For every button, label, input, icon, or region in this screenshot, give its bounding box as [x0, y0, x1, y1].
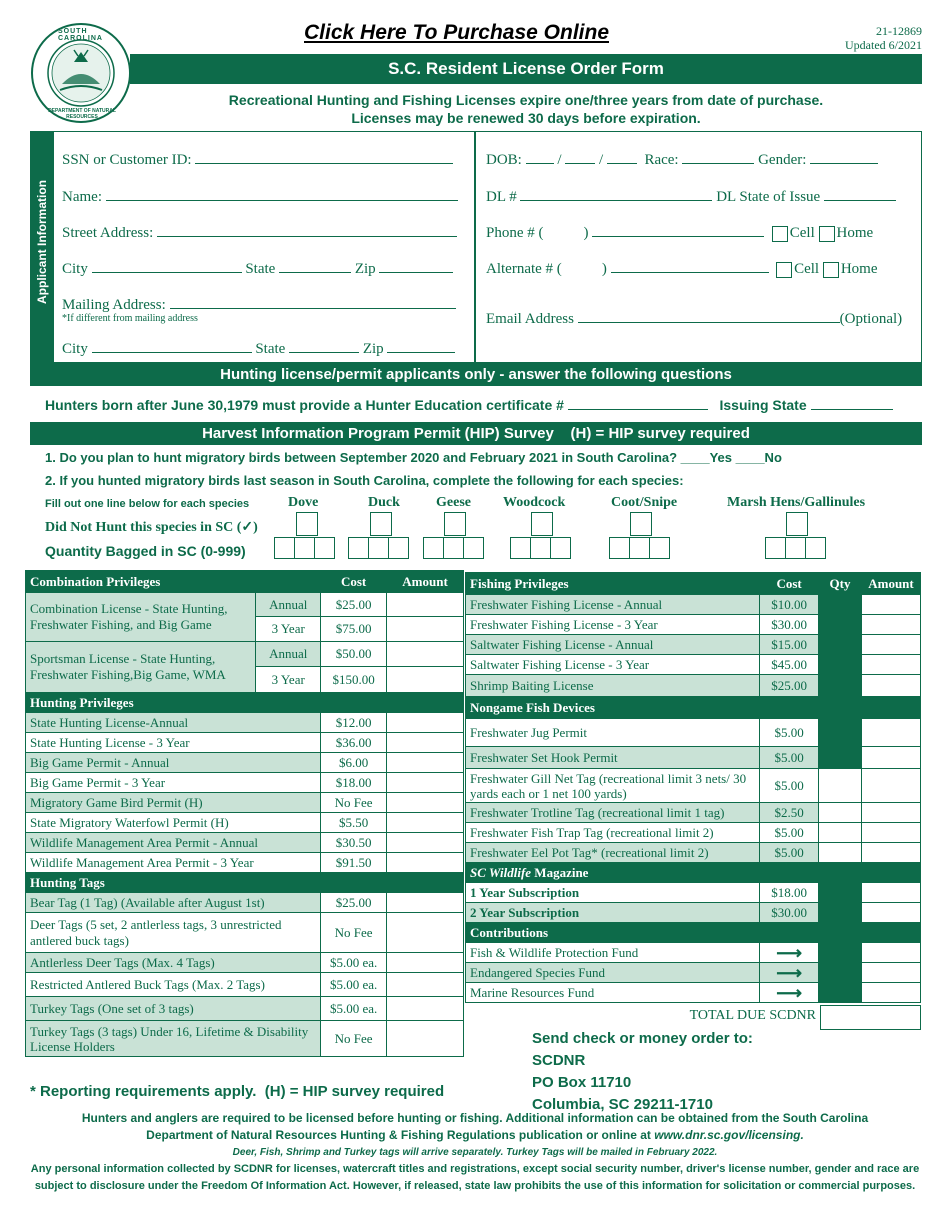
- dl-state-line[interactable]: [824, 187, 896, 201]
- woodcock-not-hunted-box[interactable]: [531, 512, 553, 536]
- magazine-label: 2 Year Subscription: [466, 903, 760, 923]
- nongame-amount[interactable]: [862, 719, 921, 747]
- hunting-amount[interactable]: [387, 793, 464, 813]
- fishing-header-row: [466, 573, 921, 595]
- nongame-cost: $5.00: [760, 769, 819, 803]
- tag-label: Restricted Antlered Buck Tags (Max. 2 Tags): [26, 973, 321, 997]
- tag-amount[interactable]: [387, 973, 464, 997]
- combo1-annual-amount[interactable]: [387, 593, 464, 617]
- hunter-ed-label: Hunters born after June 30,1979 must provide a Hunter Education certificate #: [45, 397, 564, 413]
- email-line[interactable]: [578, 309, 840, 323]
- gender-line[interactable]: [810, 150, 878, 164]
- ssn-line[interactable]: [195, 150, 453, 164]
- fishing-amount[interactable]: [862, 595, 921, 615]
- nongame-row: [466, 769, 921, 803]
- zip2-label: Zip: [362, 341, 384, 357]
- mailing-field[interactable]: [62, 295, 456, 314]
- coot-not-hunted-box[interactable]: [630, 512, 652, 536]
- hunting-label: Migratory Game Bird Permit (H): [26, 793, 321, 813]
- phone-field[interactable]: [486, 223, 873, 242]
- magazine-amount[interactable]: [862, 903, 921, 923]
- tag-label: Deer Tags (5 set, 2 antlerless tags, 3 unrestricted antlered buck tags): [26, 913, 321, 953]
- magazine-cost: $30.00: [760, 903, 819, 923]
- mail-to-line1: Send check or money order to:: [532, 1030, 753, 1047]
- alt-home-label: Home: [840, 261, 878, 277]
- duck-quantity[interactable]: [349, 537, 409, 559]
- dob-year[interactable]: [607, 150, 637, 164]
- tag-row: [26, 953, 464, 973]
- dove-not-hunted-box[interactable]: [296, 512, 318, 536]
- foia-line2: subject to disclosure under the Freedom Of Information Act. However, if released, state law prohibits the use of this information for solicitation or commercial purposes.: [34, 1180, 916, 1192]
- magazine-amount[interactable]: [862, 883, 921, 903]
- combo2-annual-amount[interactable]: [387, 642, 464, 667]
- tag-cost: $5.00 ea.: [321, 973, 387, 997]
- contrib-row: [466, 963, 921, 983]
- nongame-label: Freshwater Eel Pot Tag* (recreational limit 2): [466, 843, 760, 863]
- email-field[interactable]: [486, 309, 902, 328]
- hunting-cost: $5.50: [321, 813, 387, 833]
- state-line[interactable]: [279, 259, 351, 273]
- alternate-label: Alternate # (: [486, 261, 562, 277]
- hunting-amount[interactable]: [387, 753, 464, 773]
- hunting-amount[interactable]: [387, 833, 464, 853]
- fishing-row: [466, 595, 921, 615]
- nongame-amount[interactable]: [862, 823, 921, 843]
- alt-cell-label: Cell: [794, 261, 820, 277]
- dob-race-gender[interactable]: [486, 150, 878, 169]
- fishing-cost: $30.00: [760, 615, 819, 635]
- combo2-label: Sportsman License - State Hunting, Freshwater Fishing,Big Game, WMA: [26, 642, 256, 693]
- seal-text-bottom: DEPARTMENT OF NATURAL RESOURCES: [48, 108, 116, 120]
- hunting-row: [26, 753, 464, 773]
- combo2-annual: Annual: [256, 642, 321, 667]
- licensed-line2-text: Department of Natural Resources Hunting & Fishing Regulations publication or online at: [146, 1128, 655, 1142]
- hunting-label: Big Game Permit - Annual: [26, 753, 321, 773]
- form-number: 21-12869: [876, 24, 922, 38]
- phone-cell-checkbox[interactable]: [772, 226, 788, 242]
- dove-quantity[interactable]: [275, 537, 335, 559]
- tag-cost: $25.00: [321, 893, 387, 913]
- arrow-right-icon: ⟶: [760, 983, 819, 1003]
- fishing-amount[interactable]: [862, 675, 921, 697]
- woodcock-quantity[interactable]: [511, 537, 571, 559]
- fishing-cost: $15.00: [760, 635, 819, 655]
- hip-did-not-hunt: Did Not Hunt this species in SC (✓): [45, 520, 258, 535]
- nongame-label: Freshwater Gill Net Tag (recreational limit 3 nets/ 30 yards each or 1 net 100 yards): [466, 769, 760, 803]
- nongame-row: [466, 843, 921, 863]
- mailing-label: Mailing Address:: [62, 297, 166, 313]
- combo1-annual-cost: $25.00: [321, 593, 387, 617]
- hunting-label: State Hunting License-Annual: [26, 713, 321, 733]
- tags-header: Hunting Tags: [26, 873, 321, 893]
- arrow-right-icon: ⟶: [760, 963, 819, 983]
- tag-cost: $5.00 ea.: [321, 997, 387, 1021]
- licensed-line1: Hunters and anglers are required to be licensed before hunting or fishing. Additional information can be obtained from the South Carolina: [81, 1111, 869, 1125]
- zip-line[interactable]: [379, 259, 453, 273]
- nongame-label: Freshwater Jug Permit: [466, 719, 760, 747]
- contrib-row: [466, 943, 921, 963]
- dob-day[interactable]: [565, 150, 595, 164]
- alt-cell-checkbox[interactable]: [776, 262, 792, 278]
- contrib-amount[interactable]: [862, 943, 921, 963]
- hunting-label: Wildlife Management Area Permit - Annual: [26, 833, 321, 853]
- magazine-row: [466, 903, 921, 923]
- combo1-annual-row: [26, 593, 464, 617]
- alt-home-checkbox[interactable]: [823, 262, 839, 278]
- hunting-row: [26, 733, 464, 753]
- applicant-divider: [474, 131, 476, 363]
- phone-home-checkbox[interactable]: [819, 226, 835, 242]
- magazine-header-row: [466, 863, 921, 883]
- right-price-table: [465, 572, 921, 1003]
- tag-row: [26, 973, 464, 997]
- tags-header-row: [26, 873, 464, 893]
- hunting-row: [26, 853, 464, 873]
- expiry-notice-line1: Recreational Hunting and Fishing Licenses expire one/three years from date of purchase.: [228, 92, 824, 108]
- hunting-label: Wildlife Management Area Permit - 3 Year: [26, 853, 321, 873]
- state2-label: State: [255, 341, 286, 357]
- nongame-label: Freshwater Trotline Tag (recreational limit 1 tag): [466, 803, 760, 823]
- nongame-amount[interactable]: [862, 803, 921, 823]
- reporting-note: * Reporting requirements apply. (H) = HIP survey required: [30, 1083, 445, 1100]
- name-label: Name:: [62, 189, 102, 205]
- expiry-notice-line2: Licenses may be renewed 30 days before expiration.: [351, 110, 701, 126]
- city2-line[interactable]: [92, 339, 252, 353]
- purchase-online-link[interactable]: Click Here To Purchase Online: [304, 21, 609, 44]
- hunting-amount[interactable]: [387, 813, 464, 833]
- race-line[interactable]: [682, 150, 754, 164]
- name-field[interactable]: [62, 187, 458, 206]
- hunting-cost: No Fee: [321, 793, 387, 813]
- species-geese: Geese: [436, 495, 471, 510]
- form-title-bar: [130, 54, 922, 84]
- tag-label: Turkey Tags (3 tags) Under 16, Lifetime & Disability License Holders: [26, 1021, 321, 1057]
- fishing-row: [466, 635, 921, 655]
- alternate-field[interactable]: [486, 259, 877, 278]
- nongame-amount[interactable]: [862, 747, 921, 769]
- alternate-line[interactable]: [611, 259, 769, 273]
- geese-quantity[interactable]: [424, 537, 484, 559]
- hunting-cost: $91.50: [321, 853, 387, 873]
- magazine-label: 1 Year Subscription: [466, 883, 760, 903]
- city-state-zip-2[interactable]: [62, 339, 455, 358]
- combo-amount-header: Amount: [387, 571, 464, 593]
- applicant-side-bar: [30, 131, 54, 363]
- nongame-amount[interactable]: [862, 769, 921, 803]
- fishing-amount[interactable]: [862, 655, 921, 675]
- tag-row: [26, 997, 464, 1021]
- zip2-line[interactable]: [387, 339, 455, 353]
- licensed-line2: [20, 1127, 930, 1144]
- left-price-table: [25, 570, 464, 1057]
- state2-line[interactable]: [289, 339, 359, 353]
- nongame-amount[interactable]: [862, 843, 921, 863]
- tag-cost: No Fee: [321, 1021, 387, 1057]
- nongame-cost: $5.00: [760, 747, 819, 769]
- combo-header: Combination Privileges: [26, 571, 321, 593]
- tag-label: Bear Tag (1 Tag) (Available after August 1st): [26, 893, 321, 913]
- fishing-row: [466, 675, 921, 697]
- fishing-amount[interactable]: [862, 615, 921, 635]
- combo2-3yr-cost: $150.00: [321, 667, 387, 693]
- ssn-label: SSN or Customer ID:: [62, 152, 192, 168]
- mail-to-block: [532, 1028, 753, 1116]
- species-woodcock: Woodcock: [503, 495, 566, 510]
- coot-quantity[interactable]: [610, 537, 670, 559]
- nongame-row: [466, 719, 921, 747]
- mailing-note: *If different from mailing address: [62, 313, 198, 324]
- hunting-bar-text: Hunting license/permit applicants only - answer the following questions: [220, 366, 732, 383]
- nongame-header: Nongame Fish Devices: [466, 697, 760, 719]
- hunter-ed-line[interactable]: [568, 396, 708, 410]
- hunting-cost: $18.00: [321, 773, 387, 793]
- fishing-label: Shrimp Baiting License: [466, 675, 760, 697]
- species-marsh-hens: Marsh Hens/Gallinules: [727, 495, 866, 510]
- applicant-side-label: Applicant Information: [35, 180, 49, 304]
- mail-to-line3: PO Box 11710: [532, 1074, 632, 1091]
- email-label: Email Address: [486, 311, 574, 327]
- fishing-label: Saltwater Fishing License - Annual: [466, 635, 760, 655]
- combo1-3yr: 3 Year: [256, 617, 321, 642]
- fishing-cost: $45.00: [760, 655, 819, 675]
- fishing-header: Fishing Privileges: [466, 573, 760, 595]
- street-label: Street Address:: [62, 225, 154, 241]
- street-field[interactable]: [62, 223, 457, 242]
- dl-line[interactable]: [520, 187, 712, 201]
- nongame-header-row: [466, 697, 921, 719]
- fishing-cost: $10.00: [760, 595, 819, 615]
- species-coot-snipe: Coot/Snipe: [611, 495, 678, 510]
- contrib-header: Contributions: [466, 923, 760, 943]
- zip-label: Zip: [354, 261, 376, 277]
- contrib-amount[interactable]: [862, 963, 921, 983]
- dob-slash-1: /: [557, 152, 562, 168]
- contrib-label: Marine Resources Fund: [466, 983, 760, 1003]
- hip-bar: [30, 422, 922, 445]
- magazine-suffix: Magazine: [531, 864, 589, 880]
- tag-amount[interactable]: [387, 913, 464, 953]
- combo2-3yr: 3 Year: [256, 667, 321, 693]
- combo1-3yr-amount[interactable]: [387, 617, 464, 642]
- contrib-label: Endangered Species Fund: [466, 963, 760, 983]
- issuing-state-line[interactable]: [811, 396, 893, 410]
- tag-amount[interactable]: [387, 893, 464, 913]
- duck-not-hunted-box[interactable]: [370, 512, 392, 536]
- combo2-annual-cost: $50.00: [321, 642, 387, 667]
- tag-amount[interactable]: [387, 997, 464, 1021]
- footer-notice: [20, 1110, 930, 1195]
- tag-label: Antlerless Deer Tags (Max. 4 Tags): [26, 953, 321, 973]
- city-label: City: [62, 261, 88, 277]
- nongame-label: Freshwater Set Hook Permit: [466, 747, 760, 769]
- magazine-name: SC Wildlife: [470, 864, 532, 880]
- fishing-row: [466, 615, 921, 635]
- combo-cost-header: Cost: [321, 571, 387, 593]
- city-line[interactable]: [92, 259, 242, 273]
- species-dove: Dove: [288, 495, 319, 510]
- hunting-label: State Hunting License - 3 Year: [26, 733, 321, 753]
- foia-line1: Any personal information collected by SCDNR for licenses, watercraft titles and registrations, except social security number, driver's license number, gender and race are: [30, 1163, 920, 1175]
- phone-line[interactable]: [592, 223, 764, 237]
- hunting-cost: $6.00: [321, 753, 387, 773]
- fishing-amount[interactable]: [862, 635, 921, 655]
- fishing-row: [466, 655, 921, 675]
- hunting-amount[interactable]: [387, 773, 464, 793]
- dob-label: DOB:: [486, 152, 522, 168]
- hip-bar-text: Harvest Information Program Permit (HIP) Survey (H) = HIP survey required: [202, 425, 750, 442]
- hunting-row: [26, 713, 464, 733]
- hunting-amount[interactable]: [387, 713, 464, 733]
- hunting-amount[interactable]: [387, 853, 464, 873]
- dob-month[interactable]: [526, 150, 554, 164]
- email-optional: (Optional): [839, 311, 903, 327]
- tag-amount[interactable]: [387, 953, 464, 973]
- hunting-label: Big Game Permit - 3 Year: [26, 773, 321, 793]
- hip-q1: 1. Do you plan to hunt migratory birds between September 2020 and February 2021 in South Carolina? ____Yes ____No: [45, 450, 782, 465]
- city2-label: City: [62, 341, 88, 357]
- tag-amount[interactable]: [387, 1021, 464, 1057]
- phone-cell-label: Cell: [789, 225, 815, 241]
- hunting-row: [26, 793, 464, 813]
- updated-date: Updated 6/2021: [845, 38, 922, 52]
- state-label: State: [245, 261, 276, 277]
- form-title: S.C. Resident License Order Form: [388, 59, 664, 78]
- total-due-box[interactable]: [820, 1005, 921, 1030]
- gender-label: Gender:: [758, 152, 807, 168]
- species-duck: Duck: [368, 495, 400, 510]
- hunting-header-row: [26, 693, 464, 713]
- issuing-state-label: Issuing State: [719, 397, 807, 413]
- hunting-header: Hunting Privileges: [26, 693, 321, 713]
- tags-note: Deer, Fish, Shrimp and Turkey tags will arrive separately. Turkey Tags will be mailed in February 2022.: [232, 1147, 718, 1158]
- total-due-label: TOTAL DUE SCDNR: [689, 1008, 816, 1023]
- tag-row: [26, 1021, 464, 1057]
- combo1-label: Combination License - State Hunting, Freshwater Fishing, and Big Game: [26, 593, 256, 642]
- dl-field[interactable]: [486, 187, 896, 206]
- phone-home-label: Home: [836, 225, 874, 241]
- hip-quantity: Quantity Bagged in SC (0-999): [45, 543, 246, 559]
- nongame-cost: $5.00: [760, 843, 819, 863]
- tag-cost: $5.00 ea.: [321, 953, 387, 973]
- hunting-cost: $36.00: [321, 733, 387, 753]
- combo-header-row: [26, 571, 464, 593]
- dl-label: DL #: [486, 189, 517, 205]
- combo2-3yr-amount[interactable]: [387, 667, 464, 693]
- nongame-cost: $2.50: [760, 803, 819, 823]
- marsh-not-hunted-box[interactable]: [786, 512, 808, 536]
- hunting-row: [26, 773, 464, 793]
- tag-cost: No Fee: [321, 913, 387, 953]
- hunting-row: [26, 833, 464, 853]
- nongame-label: Freshwater Fish Trap Tag (recreational limit 2): [466, 823, 760, 843]
- contrib-label: Fish & Wildlife Protection Fund: [466, 943, 760, 963]
- contrib-header-row: [466, 923, 921, 943]
- nongame-cost: $5.00: [760, 823, 819, 843]
- phone-label: Phone # (: [486, 225, 544, 241]
- combo1-3yr-cost: $75.00: [321, 617, 387, 642]
- dl-state-label: DL State of Issue: [716, 189, 821, 205]
- contrib-row: [466, 983, 921, 1003]
- hunter-ed-row[interactable]: [45, 396, 893, 413]
- arrow-right-icon: ⟶: [760, 943, 819, 963]
- ssn-field[interactable]: [62, 150, 453, 169]
- combo1-annual: Annual: [256, 593, 321, 617]
- city-state-zip[interactable]: [62, 259, 453, 278]
- nongame-row: [466, 747, 921, 769]
- mail-to-line2: SCDNR: [532, 1052, 586, 1069]
- hip-q2: 2. If you hunted migratory birds last season in South Carolina, complete the following for each species:: [45, 473, 684, 488]
- mailing-line[interactable]: [170, 295, 456, 309]
- fishing-cost: $25.00: [760, 675, 819, 697]
- contrib-amount[interactable]: [862, 983, 921, 1003]
- fishing-label: Saltwater Fishing License - 3 Year: [466, 655, 760, 675]
- hunting-bar: [30, 363, 922, 386]
- seal-text-top: SOUTH CAROLINA: [58, 28, 103, 42]
- hunting-cost: $12.00: [321, 713, 387, 733]
- marsh-quantity[interactable]: [766, 537, 826, 559]
- race-label: Race:: [644, 152, 679, 168]
- expiry-notice: [130, 91, 922, 127]
- dob-slash-2: /: [599, 152, 604, 168]
- alternate-close: ): [601, 261, 607, 277]
- fishing-label: Freshwater Fishing License - 3 Year: [466, 615, 760, 635]
- combo2-annual-row: [26, 642, 464, 667]
- fishing-amount-header: Amount: [862, 573, 921, 595]
- fishing-cost-header: Cost: [760, 573, 819, 595]
- tag-row: [26, 913, 464, 953]
- hunting-cost: $30.50: [321, 833, 387, 853]
- mail-to-line4: Columbia, SC 29211-1710: [532, 1096, 713, 1113]
- magazine-cost: $18.00: [760, 883, 819, 903]
- hip-fill-out: Fill out one line below for each species: [45, 498, 250, 510]
- magazine-header: [466, 863, 760, 883]
- hunting-row: [26, 813, 464, 833]
- hunting-amount[interactable]: [387, 733, 464, 753]
- phone-close: ): [583, 225, 589, 241]
- nongame-row: [466, 823, 921, 843]
- magazine-row: [466, 883, 921, 903]
- street-line[interactable]: [157, 223, 457, 237]
- hunting-label: State Migratory Waterfowl Permit (H): [26, 813, 321, 833]
- geese-not-hunted-box[interactable]: [444, 512, 466, 536]
- tag-label: Turkey Tags (One set of 3 tags): [26, 997, 321, 1021]
- dnr-website-link[interactable]: www.dnr.sc.gov/licensing.: [654, 1128, 804, 1142]
- nongame-cost: $5.00: [760, 719, 819, 747]
- name-line[interactable]: [106, 187, 458, 201]
- fishing-label: Freshwater Fishing License - Annual: [466, 595, 760, 615]
- tag-row: [26, 893, 464, 913]
- dnr-seal: [30, 22, 132, 124]
- fishing-qty-header: Qty: [819, 573, 862, 595]
- nongame-row: [466, 803, 921, 823]
